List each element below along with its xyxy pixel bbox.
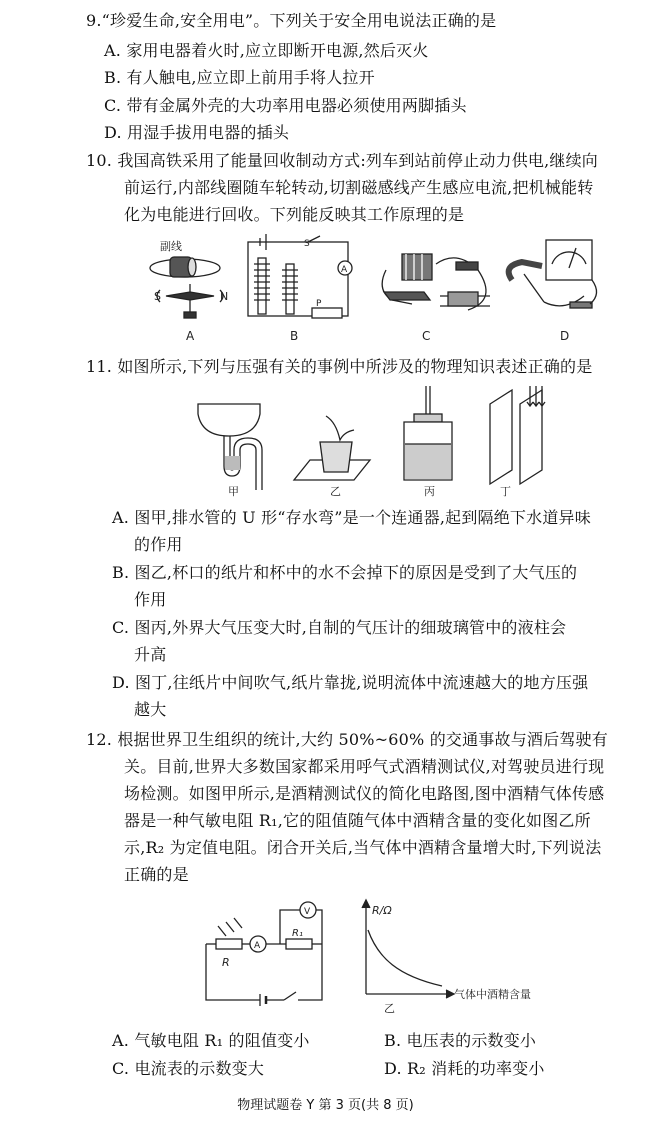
- q10-label-d: D: [560, 329, 570, 343]
- q10-stem-line1: 10. 我国高铁采用了能量回收制动方式:列车到站前停止动力供电,继续向: [86, 151, 599, 170]
- q9-stem: 9.“珍爱生命,安全用电”。下列关于安全用电说法正确的是: [86, 11, 497, 30]
- q12-resistance-graph: [358, 894, 563, 1016]
- q11-option-c-line2: 升高: [134, 645, 167, 664]
- q12-option-c: C. 电流表的示数变大: [112, 1059, 265, 1078]
- q12-stem-line5: 示,R₂ 为定值电阻。闭合开关后,当气体中酒精含量增大时,下列说法: [124, 838, 602, 857]
- q12-label-r: R: [222, 956, 230, 969]
- q11-option-d-line2: 越大: [134, 700, 167, 719]
- q9-option-b: B. 有人触电,应立即上前用手将人拉开: [104, 68, 375, 87]
- q11-figure-jia-sink: [198, 404, 262, 490]
- q11-figures: [190, 386, 560, 498]
- q11-label-ding: 丁: [500, 485, 511, 498]
- q12-option-d: D. R₂ 消耗的功率变小: [384, 1059, 545, 1078]
- q11-figure-bing-bottle: [404, 386, 452, 480]
- q11-label-jia: 甲: [228, 485, 239, 498]
- q11-option-a-line2: 的作用: [134, 535, 183, 554]
- q11-figure-yi-cup: [294, 416, 370, 480]
- q11-option-b-line1: B. 图乙,杯口的纸片和杯中的水不会掉下的原因是受到了大气压的: [112, 563, 578, 582]
- q12-label-r1: R₁: [292, 928, 303, 939]
- svg-text:副线: 副线: [160, 240, 182, 253]
- q12-label-voltmeter: V: [304, 907, 311, 917]
- q10-figure-c: [382, 254, 490, 310]
- svg-text:S: S: [304, 239, 310, 249]
- svg-text:P: P: [316, 299, 322, 309]
- q11-option-b-line2: 作用: [134, 590, 167, 609]
- q11-option-a-line1: A. 图甲,排水管的 U 形“存水弯”是一个连通器,起到隔绝下水道异味: [112, 508, 591, 527]
- q12-option-b: B. 电压表的示数变小: [384, 1031, 537, 1050]
- q11-option-c-line1: C. 图丙,外界大气压变大时,自制的气压计的细玻璃管中的液柱会: [112, 618, 567, 637]
- q12-stem-line1: 12. 根据世界卫生组织的统计,大约 50%~60% 的交通事故与酒后驾驶有: [86, 730, 608, 749]
- q10-stem-line2: 前运行,内部线圈随车轮转动,切割磁感线产生感应电流,把机械能转: [124, 178, 594, 197]
- q10-figure-b: [248, 234, 352, 318]
- svg-text:A: A: [341, 265, 348, 275]
- page-footer: 物理试题卷 Y 第 3 页(共 8 页): [237, 1098, 414, 1113]
- q10-figure-d: [509, 240, 597, 308]
- q10-stem-line3: 化为电能进行回收。下列能反映其工作原理的是: [124, 205, 465, 224]
- q9-option-a: A. 家用电器着火时,应立即断开电源,然后灭火: [104, 41, 429, 60]
- q12-stem-line2: 关。目前,世界大多数国家都采用呼气式酒精测试仪,对驾驶员进行现: [124, 757, 605, 776]
- q11-label-bing: 丙: [424, 485, 435, 498]
- q10-label-b: B: [290, 329, 299, 343]
- q12-circuit-diagram: [196, 892, 336, 1010]
- q12-graph-xlabel: 气体中酒精含量: [454, 988, 531, 1001]
- q10-label-a: A: [186, 329, 195, 343]
- q12-stem-line3: 场检测。如图甲所示,是酒精测试仪的简化电路图,图中酒精气体传感: [124, 784, 605, 803]
- svg-text:S: S: [154, 290, 161, 303]
- q12-graph-caption: 乙: [384, 1002, 395, 1015]
- q12-graph-ylabel: R/Ω: [372, 904, 392, 917]
- q9-option-c: C. 带有金属外壳的大功率用电器必须使用两脚插头: [104, 96, 467, 115]
- q12-option-a: A. 气敏电阻 R₁ 的阻值变小: [112, 1031, 310, 1050]
- q11-label-yi: 乙: [330, 485, 341, 498]
- svg-text:N: N: [220, 290, 229, 303]
- q11-stem: 11. 如图所示,下列与压强有关的事例中所涉及的物理知识表述正确的是: [86, 357, 593, 376]
- q12-stem-line4: 器是一种气敏电阻 R₁,它的阻值随气体中酒精含量的变化如图乙所: [124, 811, 591, 830]
- q10-figures: [140, 234, 610, 344]
- q12-label-ammeter: A: [254, 941, 261, 951]
- q11-figure-ding-papers: [490, 386, 545, 484]
- q9-option-d: D. 用湿手拔用电器的插头: [104, 123, 290, 142]
- q10-figure-a: [150, 239, 228, 318]
- q12-stem-line6: 正确的是: [124, 865, 189, 884]
- q11-option-d-line1: D. 图丁,往纸片中间吹气,纸片靠拢,说明流体中流速越大的地方压强: [112, 673, 589, 692]
- q10-label-c: C: [422, 329, 431, 343]
